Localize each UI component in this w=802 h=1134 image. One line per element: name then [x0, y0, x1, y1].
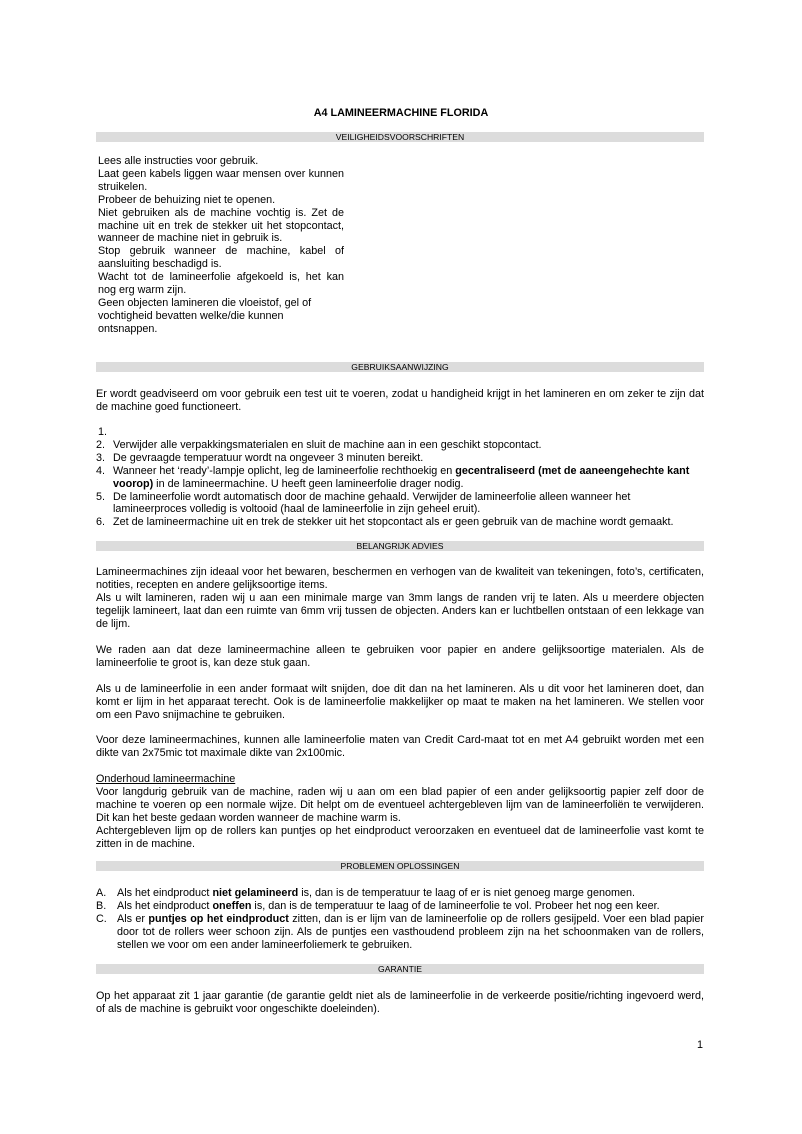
step-text: Wanneer het ‘ready’-lampje oplicht, leg de lamineerfolie rechthoekig en [113, 464, 456, 477]
step-number: 5. [96, 490, 106, 503]
usage-steps-list [96, 426, 704, 529]
step-number: 1. [98, 426, 108, 438]
problem-text: Als het eindproduct [117, 887, 213, 899]
safety-item: Probeer de behuizing niet te openen. [98, 193, 276, 206]
safety-item: Niet gebruiken als de machine vochtig is. Zet de machine uit en trek de stekker uit het stopcontact, wanneer de machine niet in gebruik is. [98, 206, 344, 245]
page-number: 1 [696, 1039, 703, 1051]
problem-text: Als er [117, 912, 149, 925]
safety-item: Lees alle instructies voor gebruik. [98, 155, 259, 167]
problem-emphasis: puntjes op het eindproduct [148, 912, 289, 925]
section-header-safety: VEILIGHEIDSVOORSCHRIFTEN [96, 132, 704, 142]
step-text: Verwijder alle verpakkingsmaterialen en sluit de machine aan in een geschikt stopcontact. [113, 438, 542, 451]
section-header-warranty: GARANTIE [96, 964, 704, 974]
problems-list [96, 887, 704, 952]
usage-intro: Er wordt geadviseerd om voor gebruik een test uit te voeren, zodat u handigheid krijgt in het lamineren en om zeker te zijn dat de machine goed functioneert. [96, 388, 704, 413]
step-number: 2. [96, 438, 106, 451]
problem-emphasis: niet gelamineerd [212, 887, 299, 899]
advice-paragraph: Lamineermachines zijn ideaal voor het bewaren, beschermen en verhogen van de kwaliteit van tekeningen, foto’s, certificaten, notities, recepten en andere gelijksoortige items. [96, 566, 704, 591]
problem-letter: C. [96, 912, 107, 925]
usage-step [96, 452, 704, 465]
step-text: De lamineerfolie wordt automatisch door de machine gehaald. Verwijder de lamineerfolie alleen wanneer het lamineerproces volledig is voltooid (haal de lamineerfolie in zijn geheel eruit). [113, 490, 631, 516]
problem-item [96, 913, 704, 952]
problem-item [96, 887, 704, 900]
problem-letter: B. [96, 899, 107, 912]
maintenance-paragraph: Achtergebleven lijm op de rollers kan puntjes op het eindproduct veroorzaken en eventueel dat de lamineerfolie vast komt te zitten in de machine. [96, 825, 704, 850]
step-number: 3. [96, 451, 106, 464]
usage-step [96, 439, 704, 452]
problem-text: is, dan is de temperatuur te laag of er is niet genoeg marge genomen. [298, 887, 635, 899]
step-number: 4. [96, 464, 106, 477]
problem-emphasis: oneffen [212, 899, 252, 912]
problem-item [96, 900, 704, 913]
advice-paragraph: We raden aan dat deze lamineermachine alleen te gebruiken voor papier en andere gelijksoortige materialen. Als de lamineerfolie te groot is, kan deze stuk gaan. [96, 644, 704, 669]
problem-text: zitten, dan is er lijm van de lamineerfolie op de rollers gesijpeld. Voer een blad papier door tot de rollers weer schoon zijn. Als de puntjes een vasthoudend probleem zijn na het schoonmaken van de rollers, stellen we voor om een ander lamineerfoliemerk te gebruiken. [117, 912, 705, 951]
safety-item: Wacht tot de lamineerfolie afgekoeld is, het kan nog erg warm zijn. [98, 271, 344, 297]
step-text: De gevraagde temperatuur wordt na ongeveer 3 minuten bereikt. [113, 451, 424, 464]
section-header-problems: PROBLEMEN OPLOSSINGEN [96, 861, 704, 871]
section-header-usage: GEBRUIKSAANWIJZING [96, 362, 704, 372]
safety-item: Geen objecten lamineren die vloeistof, gel of vochtigheid bevatten welke/die kunnen ontsnappen. [98, 296, 312, 335]
problem-letter: A. [96, 887, 107, 899]
step-text: Zet de lamineermachine uit en trek de stekker uit het stopcontact als er geen gebruik van de machine wordt gemaakt. [113, 516, 674, 529]
section-header-advice: BELANGRIJK ADVIES [96, 541, 704, 551]
problem-text: Als het eindproduct [117, 899, 213, 912]
page-title: A4 LAMINEERMACHINE FLORIDA [313, 107, 489, 119]
safety-item: Laat geen kabels liggen waar mensen over kunnen struikelen. [98, 167, 344, 193]
usage-step [96, 465, 704, 491]
usage-step [96, 491, 704, 517]
usage-step [96, 426, 704, 439]
usage-step [96, 516, 704, 529]
advice-paragraph: Als u de lamineerfolie in een ander formaat wilt snijden, doe dit dan na het lamineren. Als u dit voor het lamineren doet, dan komt er lijm in het apparaat terecht. Ook is de lamineerfolie makkelijker op maat te maken na het lamineren. We stellen voor om een Pavo snijmachine te gebruiken. [96, 683, 704, 721]
advice-paragraph: Voor deze lamineermachines, kunnen alle lamineerfolie maten van Credit Card-maat tot en met A4 gebruikt worden met een dikte van 2x75mic tot maximale dikte van 2x100mic. [96, 734, 704, 759]
problem-text: is, dan is de temperatuur te laag of de lamineerfolie te vol. Probeer het nog een keer. [251, 899, 660, 912]
safety-instructions [98, 155, 344, 336]
safety-item: Stop gebruik wanneer de machine, kabel of aansluiting beschadigd is. [98, 245, 344, 271]
maintenance-paragraph: Voor langdurig gebruik van de machine, raden wij u aan om een blad papier of een ander gelijksoortig papier zelf door de machine te voeren op een normale wijze. Dit helpt om de eventueel achtergebleven lijm van de lamineerfoliën te verwijderen. Dit kan het beste gedaan worden wanneer de machine warm is. [96, 786, 704, 824]
maintenance-heading: Onderhoud lamineermachine [96, 773, 236, 785]
warranty-text: Op het apparaat zit 1 jaar garantie (de garantie geldt niet als de lamineerfolie in de verkeerde positie/richting ingevoerd werd, of als de machine is gebruikt voor ongeschikte doeleinden). [96, 990, 704, 1015]
step-text-emphasis: gecentraliseerd (met de aaneengehechte kant voorop) [113, 464, 690, 490]
advice-paragraph: Als u wilt lamineren, raden wij u aan een minimale marge van 3mm langs de randen vrij te laten. Als u meerdere objecten tegelijk lamineert, laat dan een ruimte van 6mm vrij tussen de objecten. Anders kan er luchtbellen ontstaan of een lekkage van de lijm. [96, 592, 704, 630]
step-text: in de lamineermachine. U heeft geen lamineerfolie drager nodig. [153, 477, 464, 490]
step-number: 6. [96, 516, 106, 529]
